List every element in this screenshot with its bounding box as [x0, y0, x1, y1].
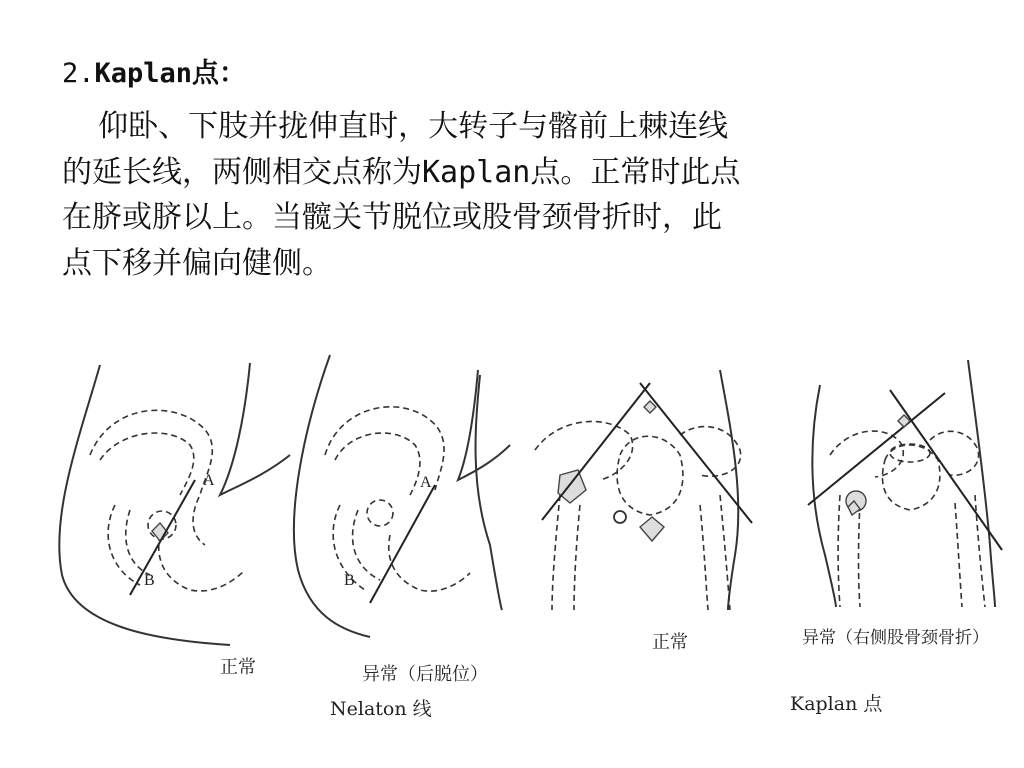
nelaton-line: [130, 480, 195, 595]
section-heading: [62, 55, 246, 93]
body-line: 仰卧、下肢并拢伸直时，大转子与髂前上棘连线: [62, 109, 729, 144]
kaplan-line-left: [542, 383, 650, 520]
body-left-outline: [476, 375, 502, 610]
body-right-outline: [720, 370, 738, 610]
label-a: A: [420, 474, 432, 491]
kaplan-line-right: [640, 383, 752, 523]
body-outline: [294, 355, 370, 637]
right-femur: [700, 495, 730, 610]
abdomen-outline: [458, 370, 510, 480]
kaplan-line-left: [808, 393, 945, 505]
sacrum: [617, 436, 683, 515]
body-line: 在脐或脐以上。当髋关节脱位或股骨颈骨折时，此: [62, 200, 722, 235]
right-femur: [955, 495, 985, 607]
ischium-outline: [159, 535, 245, 591]
caption-nelaton-line: Nelaton 线: [330, 698, 432, 720]
ilium-wing: [335, 433, 420, 495]
pubic-symphysis: [640, 517, 664, 541]
body-left-outline: [812, 385, 836, 607]
panel-kaplan-normal: [476, 370, 752, 653]
caption-abnormal-fracture: 异常（右侧股骨颈骨折）: [802, 628, 989, 648]
caption-normal-1: 正常: [220, 657, 256, 678]
kaplan-point-normal: [644, 401, 656, 413]
label-a: A: [203, 472, 215, 489]
body-line: 的延长线，两侧相交点称为Kaplan点。正常时此点: [62, 154, 741, 190]
pelvis-right-wing: [930, 431, 979, 475]
pelvic-inlet: [890, 444, 930, 462]
panel-kaplan-abnormal: [802, 360, 1002, 648]
left-trochanter-mark: [558, 470, 586, 503]
nelaton-line: [370, 485, 435, 603]
left-femur: [552, 495, 580, 610]
section-number: 2.: [62, 58, 95, 89]
anatomy-illustration: [40, 345, 1020, 735]
caption-normal-3: 正常: [652, 632, 688, 653]
panel-nelaton-normal: [59, 363, 290, 678]
caption-abnormal-dislocation: 异常（后脱位）: [362, 664, 488, 685]
abdomen-outline: [220, 363, 290, 495]
pelvis-left-wing: [830, 431, 903, 477]
section-term: Kaplan点：: [94, 58, 247, 89]
anatomy-figure: [40, 345, 1020, 735]
section-body: [62, 104, 967, 286]
body-line: 点下移并偏向健侧。: [62, 245, 332, 281]
label-b: B: [344, 572, 355, 589]
caption-kaplan-point: Kaplan 点: [790, 693, 883, 715]
ilium-wing: [100, 433, 194, 495]
femur-shaft: [333, 505, 380, 590]
acetabulum: [367, 500, 393, 526]
ischium-outline: [389, 535, 470, 591]
label-b: B: [144, 572, 155, 589]
left-femoral-head: [614, 511, 626, 523]
kaplan-line-right: [890, 390, 1002, 550]
body-outline: [59, 365, 230, 645]
